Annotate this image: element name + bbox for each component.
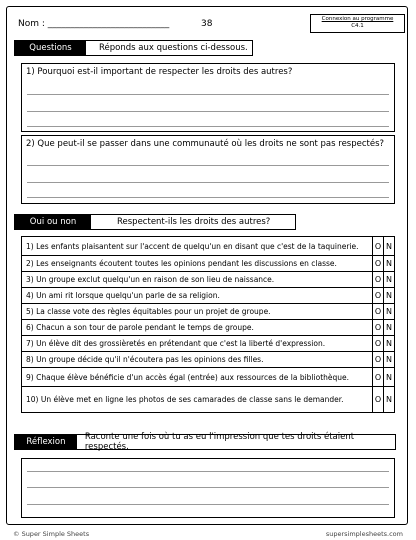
curriculum-connection-box [310,14,405,33]
statement-text: 6) Chacun a son tour de parole pendant le temps de groupe. [22,320,373,336]
curriculum-connection-title: Connexion au programme [321,16,394,22]
answer-line[interactable] [27,487,389,488]
oui-non-header [14,214,296,230]
answer-line[interactable] [27,182,389,183]
footer-website: supersimplesheets.com [325,530,403,538]
non-option[interactable]: N [384,336,395,352]
question-1-text: 1) Pourquoi est-il important de respecter les droits des autres? [26,67,293,77]
statement-row [22,387,395,413]
oui-option[interactable]: O [373,237,384,256]
oui-non-tab: Oui ou non [15,215,91,229]
oui-option[interactable]: O [373,387,384,413]
statement-row [22,288,395,304]
statement-text: 2) Les enseignants écoutent toutes les opinions pendant les discussions en classe. [22,256,373,272]
non-option[interactable]: N [384,237,395,256]
statement-row [22,352,395,368]
statement-text: 3) Un groupe exclut quelqu'un en raison de son lieu de naissance. [22,272,373,288]
question-box-2 [21,135,395,204]
answer-line[interactable] [27,471,389,472]
statement-row [22,237,395,256]
statement-text: 5) La classe vote des règles équitables pour un projet de groupe. [22,304,373,320]
statement-text: 1) Les enfants plaisantent sur l'accent de quelqu'un en disant que c'est de la taquinerie. [22,237,373,256]
statement-text: 7) Un élève dit des grossièretés en prétendant que c'est la liberté d'expression. [22,336,373,352]
non-option[interactable]: N [384,256,395,272]
oui-option[interactable]: O [373,336,384,352]
non-option[interactable]: N [384,320,395,336]
statement-row [22,336,395,352]
reflexion-tab: Réflexion [15,435,77,449]
non-option[interactable]: N [384,387,395,413]
question-2-text: 2) Que peut-il se passer dans une communauté où les droits ne sont pas respectés? [26,139,385,149]
oui-non-table [21,236,395,413]
answer-line[interactable] [27,197,389,198]
oui-option[interactable]: O [373,304,384,320]
answer-line[interactable] [27,126,389,127]
oui-option[interactable]: O [373,320,384,336]
oui-option[interactable]: O [373,352,384,368]
statement-row [22,304,395,320]
statement-row [22,320,395,336]
questions-header [14,40,253,56]
statement-text: 4) Un ami rit lorsque quelqu'un parle de sa religion. [22,288,373,304]
statement-row [22,272,395,288]
page-number: 38 [201,19,213,29]
non-option[interactable]: N [384,368,395,387]
non-option[interactable]: N [384,352,395,368]
reflexion-instruction: Raconte une fois où tu as eu l'impression que tes droits étaient respectés. [84,432,355,452]
statement-text: 10) Un élève met en ligne les photos de ses camarades de classe sans le demander. [22,387,373,413]
questions-instruction: Réponds aux questions ci-dessous. [99,43,248,53]
reflexion-box [21,458,395,518]
oui-option[interactable]: O [373,368,384,387]
footer-copyright: © Super Simple Sheets [13,530,90,538]
non-option[interactable]: N [384,272,395,288]
non-option[interactable]: N [384,304,395,320]
statement-text: 8) Un groupe décide qu'il n'écoutera pas les opinions des filles. [22,352,373,368]
answer-line[interactable] [27,111,389,112]
non-option[interactable]: N [384,288,395,304]
oui-option[interactable]: O [373,272,384,288]
answer-line[interactable] [27,165,389,166]
statement-text: 9) Chaque élève bénéficie d'un accès égal (entrée) aux ressources de la bibliothèque. [22,368,373,387]
statement-row [22,368,395,387]
answer-line[interactable] [27,94,389,95]
curriculum-connection-code: C4.1 [351,23,364,29]
oui-option[interactable]: O [373,288,384,304]
answer-line[interactable] [27,504,389,505]
reflexion-header [14,434,396,450]
name-field-label: Nom : ___________________________ [18,19,170,29]
oui-non-instruction: Respectent-ils les droits des autres? [117,217,271,227]
oui-option[interactable]: O [373,256,384,272]
statement-row [22,256,395,272]
question-box-1 [21,63,395,132]
questions-tab: Questions [15,41,86,55]
